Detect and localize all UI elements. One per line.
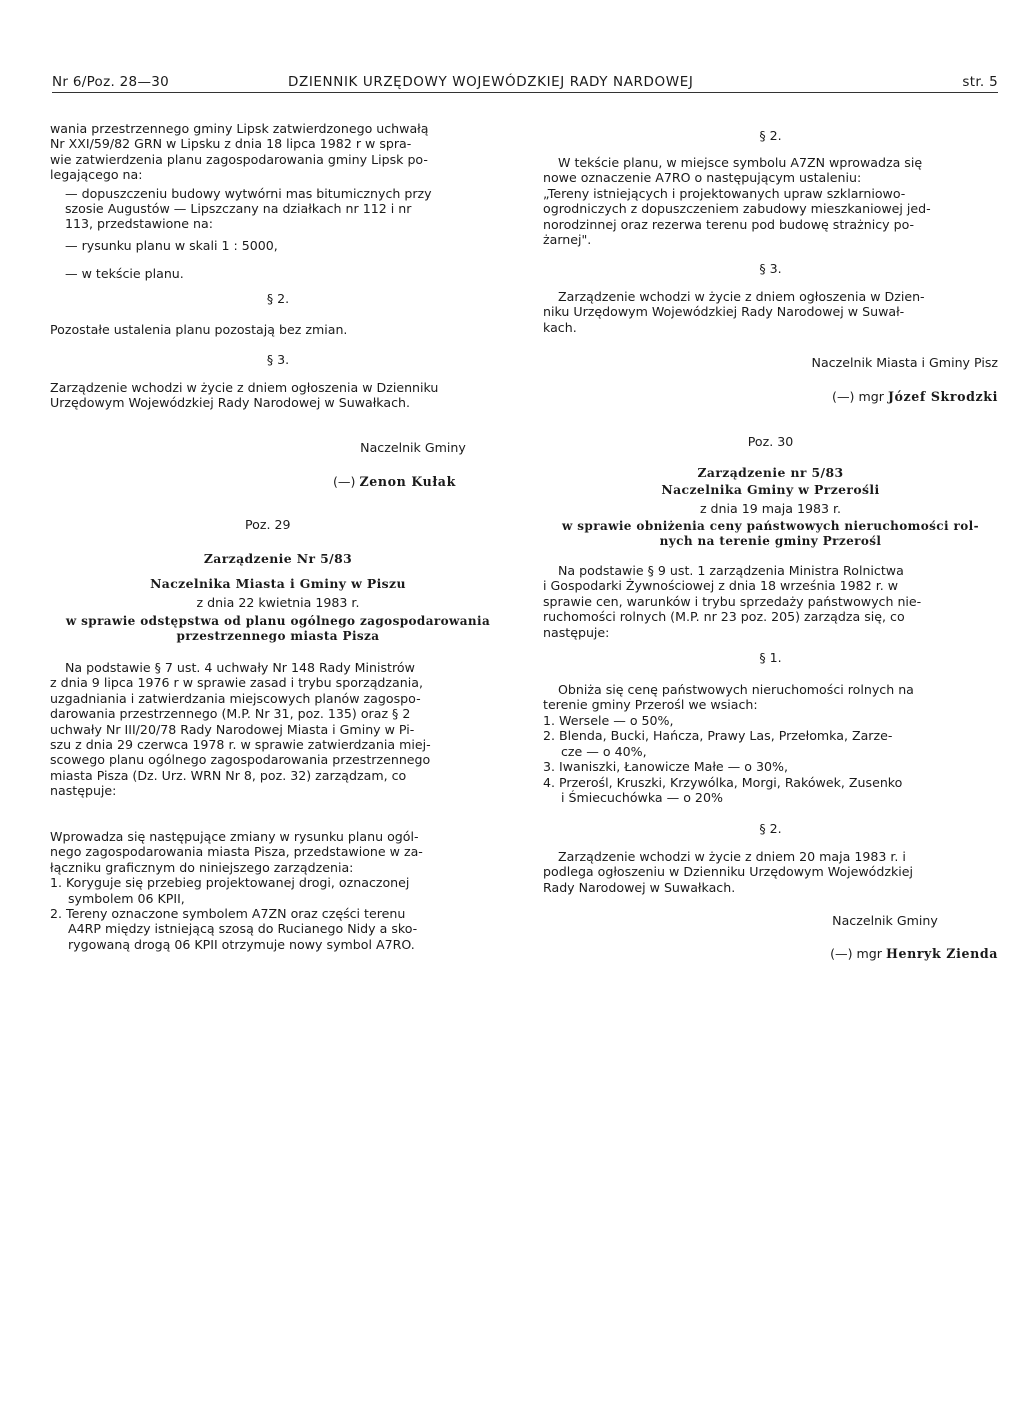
poz28-signature: (—) Zenon Kułak [333, 474, 456, 489]
poz30-number: Poz. 30 [747, 434, 794, 449]
poz28-section-3-heading: § 3. [266, 352, 290, 367]
poz29-section-3-text: Zarządzenie wchodzi w życie z dniem ogłoszenia w Dzien- niku Urzędowym Wojewódzkiej Rady Narodowej w Suwał- kach. [543, 289, 925, 335]
poz29-section-2-text: W tekście planu, w miejsce symbolu A7ZN wprowadza się nowe oznaczenie A7RO o następującym ustaleniu: „Tereny istniejących i projektowanych upraw szklarniowo- ogrodniczych z dopuszczeniem zabudowy mieszkaniowej jed- norodzinnej oraz rezerwa terenu pod budowę strażnicy po- żarnej". [543, 155, 931, 248]
poz29-item-2: 2. Tereny oznaczone symbolem A7ZN oraz części terenu A4RP między istniejącą szosą do Rucianego Nidy a sko- rygowaną drogą 06 KPII otrzymuje nowy symbol A7RO. [50, 906, 418, 952]
poz30-issuer: Naczelnika Gminy w Przerośli [661, 482, 880, 497]
poz30-section-1-heading: § 1. [759, 650, 782, 665]
poz30-subject: w sprawie obniżenia ceny państwowych nieruchomości rol- nych na terenie gminy Przerośl [561, 519, 980, 549]
poz30-signer-title: Naczelnik Gminy [832, 913, 938, 928]
poz29-issuer: Naczelnika Miasta i Gminy w Piszu [150, 576, 406, 591]
poz29-legal-basis: Na podstawie § 7 ust. 4 uchwały Nr 148 Rady Ministrów z dnia 9 lipca 1976 r w sprawie zasad i trybu sporządzania, uzgadniania i zatwierdzania miejscowych planów zagospo- darowania przestrzennego (M.P. Nr 31, poz. 135) oraz § 2 uchwały Nr III/20/78 Rady Narodowej Miasta i Gminy w Pi- szu z dnia 29 czerwca 1978 r. w sprawie zatwierdzania miej- scowego planu ogólnego zagospodarowania przestrzennego miasta Pisza (Dz. Urz. WRN Nr 8, poz. 32) zarządzam, co następuje: [50, 660, 431, 799]
poz30-village-list [543, 713, 998, 805]
page-number: str. 5 [962, 74, 998, 90]
poz28-continuation [50, 121, 506, 282]
poz28-section-2-text: Pozostałe ustalenia planu pozostają bez zmian. [50, 322, 348, 337]
poz30-legal-basis: Na podstawie § 9 ust. 1 zarządzenia Ministra Rolnictwa i Gospodarki Żywnościowej z dnia 18 września 1982 r. w sprawie cen, warunków i trybu sprzedaży państwowych nie- ruchomości rolnych (M.P. nr 23 poz. 205) zarządza się, co następuje: [543, 563, 922, 640]
poz29-changes: Wprowadza się następujące zmiany w rysunku planu ogól- nego zagospodarowania miasta Pisza, przedstawione w za- łączniku graficznym do niniejszego zarządzenia: 1. Koryguje się przebieg projektowanej drogi, oznaczonej symbolem 06 KPII, 2. Tereny oznaczone symbolem A7ZN oraz części terenu A4RP między istniejącą szosą do Rucianego Nidy a sko- rygowaną drogą 06 KPII otrzymuje nowy symbol A7RO. [50, 829, 506, 952]
poz29-signer-title: Naczelnik Miasta i Gminy Pisz [811, 355, 998, 370]
poz29-signature: (—) mgr Józef Skrodzki [832, 389, 998, 404]
poz28-intro: wania przestrzennego gminy Lipsk zatwierdzonego uchwałą Nr XXI/59/82 GRN w Lipsku z dnia 18 lipca 1982 r w spra- wie zatwierdzenia planu zagospodarowania gminy Lipsk po- legającego na: [50, 121, 429, 183]
page-header [52, 72, 998, 94]
list-item: 1. Wersele — o 50%, [543, 713, 674, 728]
journal-title: DZIENNIK URZĘDOWY WOJEWÓDZKIEJ RADY NARDOWEJ [288, 74, 694, 90]
poz29-item-1: 1. Koryguje się przebieg projektowanej drogi, oznaczonej symbolem 06 KPII, [50, 875, 410, 906]
poz30-signature: (—) mgr Henryk Zienda [830, 946, 998, 961]
list-item: 4. Przerośl, Kruszki, Krzywólka, Morgi, Rakówek, Zusenko [543, 774, 903, 790]
poz30-section-1-text: Obniża się cenę państwowych nieruchomości rolnych na terenie gminy Przerośl we wsiach: [543, 682, 914, 713]
poz29-number: Poz. 29 [245, 517, 291, 532]
poz28-section-3-text: Zarządzenie wchodzi w życie z dniem ogłoszenia w Dzienniku Urzędowym Wojewódzkiej Rady Narodowej w Suwałkach. [50, 380, 439, 411]
poz28-signer-name: Zenon Kułak [359, 474, 456, 489]
poz30-section-2-heading: § 2. [759, 821, 782, 836]
list-item: 3. Iwaniszki, Łanowicze Małe — o 30%, [543, 759, 788, 775]
poz30-date: z dnia 19 maja 1983 r. [699, 501, 842, 516]
header-rule [52, 92, 998, 93]
poz30-section-2-text: Zarządzenie wchodzi w życie z dniem 20 maja 1983 r. i podlega ogłoszeniu w Dzienniku Urzędowym Wojewódzkiej Rady Narodowej w Suwałkach. [543, 849, 914, 895]
poz29-date: z dnia 22 kwietnia 1983 r. [196, 595, 360, 610]
issue-number: Nr 6/Poz. 28—30 [52, 74, 170, 90]
poz28-section-2-heading: § 2. [266, 291, 290, 306]
poz30-title: Zarządzenie nr 5/83 [697, 465, 844, 480]
list-item: 2. Blenda, Bucki, Hańcza, Prawy Las, Przełomka, Zarze- [543, 728, 893, 744]
poz29-signer-name: Józef Skrodzki [887, 389, 998, 404]
poz28-dash-list: — dopuszczeniu budowy wytwórni mas bitumicznych przy szosie Augustów — Lipszczany na działkach nr 112 i nr 113, przedstawione na: — rysunku planu w skali 1 : 5000, — w tekście planu. [65, 185, 432, 282]
poz29-subject: w sprawie odstępstwa od planu ogólnego zagospodarowania przestrzennego miasta Pisza [65, 614, 491, 644]
list-item: cze — o 40%, [561, 743, 647, 759]
poz29-title: Zarządzenie Nr 5/83 [203, 551, 353, 566]
poz28-signer-title: Naczelnik Gminy [360, 440, 466, 455]
poz29-section-3-heading: § 3. [759, 261, 782, 276]
poz29-section-2-heading: § 2. [759, 128, 782, 143]
poz30-signer-name: Henryk Zienda [885, 946, 998, 961]
list-item: i Śmiecuchówka — o 20% [561, 790, 723, 806]
